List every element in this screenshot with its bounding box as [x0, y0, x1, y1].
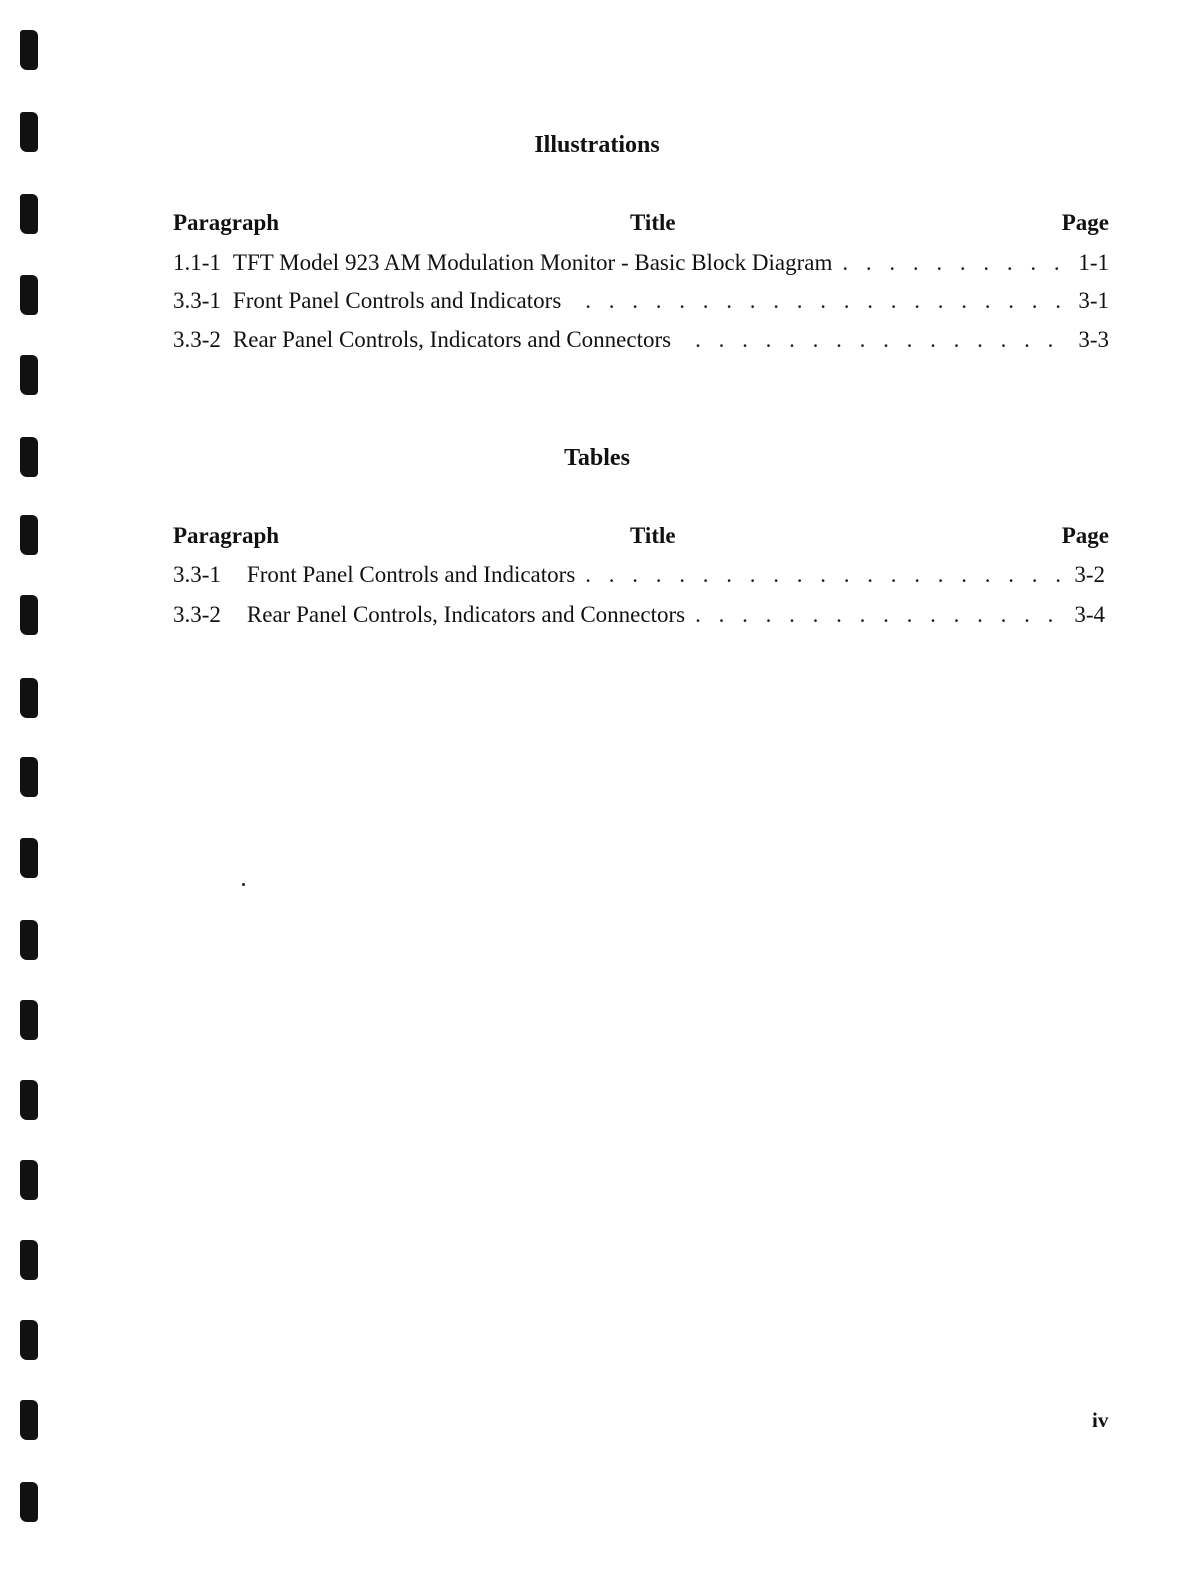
- entry-title: Front Panel Controls and Indicators: [232, 288, 562, 313]
- column-page: Page: [1061, 210, 1109, 235]
- column-page: Page: [1061, 523, 1109, 548]
- tables-column-header: [173, 523, 1109, 553]
- dot-leader: [695, 327, 1072, 353]
- binding-hole: [20, 1000, 38, 1040]
- column-paragraph: Paragraph: [173, 523, 280, 548]
- scan-speck: [242, 883, 245, 886]
- binding-hole: [20, 1080, 38, 1120]
- binding-hole: [20, 838, 38, 878]
- binding-hole: [20, 1482, 38, 1522]
- binding-hole: [20, 355, 38, 395]
- dot-leader: [585, 288, 1072, 314]
- binding-hole: [20, 30, 38, 70]
- entry-title: TFT Model 923 AM Modulation Monitor - Basic Block Diagram: [232, 250, 833, 275]
- table-entry: [173, 602, 1109, 632]
- binding-hole: [20, 194, 38, 234]
- dot-leader: [695, 602, 1060, 628]
- entry-number: 3.3-2: [173, 327, 221, 352]
- column-title: Title: [630, 210, 676, 235]
- tables-heading: Tables: [564, 445, 630, 471]
- binding-holes: [20, 0, 44, 1575]
- binding-hole: [20, 1240, 38, 1280]
- entry-title: Rear Panel Controls, Indicators and Connectors: [232, 327, 672, 352]
- dot-leader: [842, 250, 1072, 276]
- entry-number: 3.3-1: [173, 288, 221, 313]
- column-paragraph: Paragraph: [173, 210, 280, 235]
- binding-hole: [20, 920, 38, 960]
- entry-page: 1-1: [1078, 250, 1109, 275]
- entry-page: 3-3: [1078, 327, 1109, 352]
- binding-hole: [20, 595, 38, 635]
- binding-hole: [20, 275, 38, 315]
- illustration-entry: [173, 288, 1109, 318]
- column-title: Title: [630, 523, 676, 548]
- binding-hole: [20, 678, 38, 718]
- entry-page: 3-2: [1074, 562, 1105, 587]
- entry-number: 3.3-1: [173, 562, 221, 587]
- binding-hole: [20, 1400, 38, 1440]
- entry-page: 3-4: [1074, 602, 1105, 627]
- entry-page: 3-1: [1078, 288, 1109, 313]
- entry-title: Front Panel Controls and Indicators: [246, 562, 576, 587]
- illustrations-column-header: [173, 210, 1109, 240]
- table-entry: [173, 562, 1109, 592]
- illustration-entry: [173, 327, 1109, 357]
- page-number: iv: [1092, 1408, 1109, 1432]
- illustration-entry: [173, 250, 1109, 280]
- binding-hole: [20, 515, 38, 555]
- binding-hole: [20, 1160, 38, 1200]
- dot-leader: [585, 562, 1060, 588]
- illustrations-heading: Illustrations: [534, 132, 660, 158]
- binding-hole: [20, 757, 38, 797]
- entry-number: 1.1-1: [173, 250, 221, 275]
- binding-hole: [20, 1320, 38, 1360]
- entry-title: Rear Panel Controls, Indicators and Connectors: [246, 602, 686, 627]
- entry-number: 3.3-2: [173, 602, 221, 627]
